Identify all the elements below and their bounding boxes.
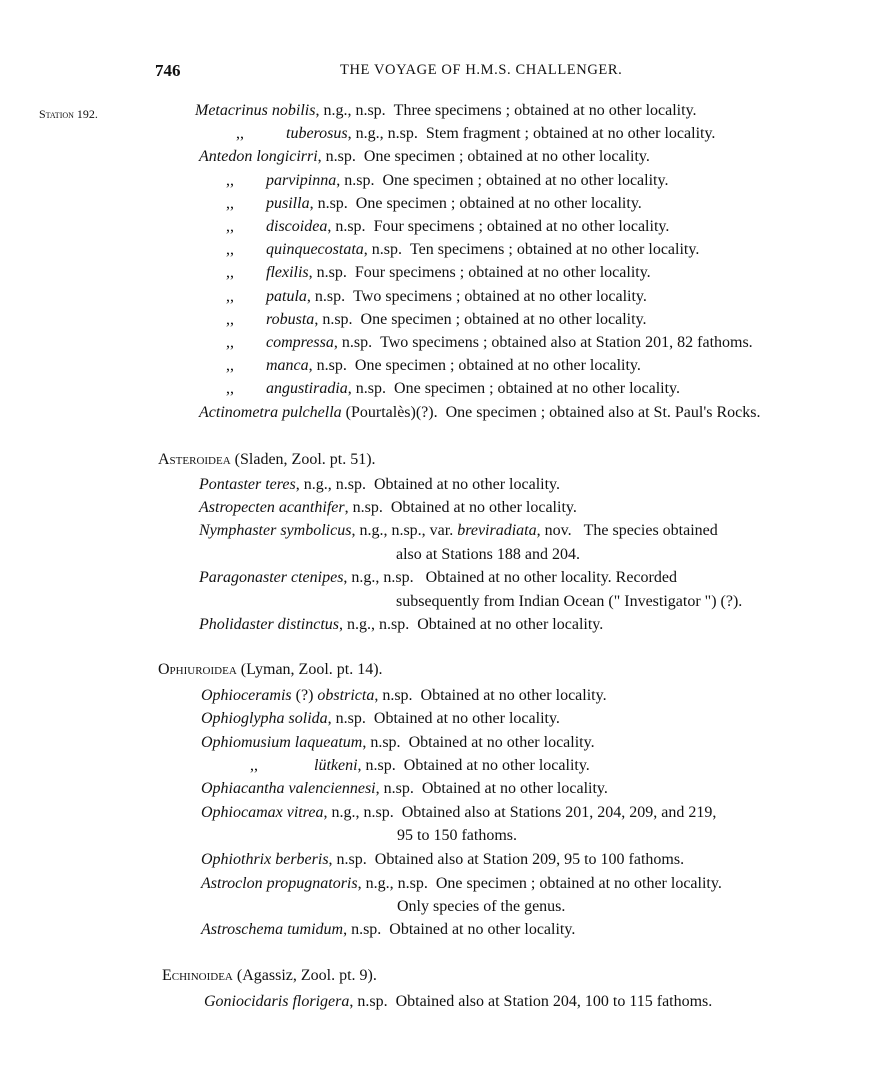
list-item: ,, pusilla, n.sp. One specimen ; obtained at no other locality. xyxy=(226,195,642,212)
list-item: ,, angustiradia, n.sp. One specimen ; obtained at no other locality. xyxy=(226,380,681,397)
list-item: ,, parvipinna, n.sp. One specimen ; obtained at no other locality. xyxy=(226,172,669,189)
list-item: Astropecten acanthifer, n.sp. Obtained at no other locality. xyxy=(199,499,577,516)
list-item: Ophioceramis (?) obstricta, n.sp. Obtained at no other locality. xyxy=(201,687,607,704)
list-item: Ophiomusium laqueatum, n.sp. Obtained at no other locality. xyxy=(201,734,595,751)
list-item: ,, flexilis, n.sp. Four specimens ; obtained at no other locality. xyxy=(226,264,651,281)
list-item: ,, tuberosus, n.g., n.sp. Stem fragment ; obtained at no other locality. xyxy=(236,125,716,142)
list-item: Ophiacantha valenciennesi, n.sp. Obtained at no other locality. xyxy=(201,780,608,797)
list-item: Antedon longicirri, n.sp. One specimen ; obtained at no other locality. xyxy=(199,148,650,165)
list-item: Ophioglypha solida, n.sp. Obtained at no other locality. xyxy=(201,710,560,727)
page-number: 746 xyxy=(155,61,181,80)
list-item: Astroclon propugnatoris, n.g., n.sp. One specimen ; obtained at no other locality. xyxy=(201,875,722,892)
list-item: Ophiothrix berberis, n.sp. Obtained also at Station 209, 95 to 100 fathoms. xyxy=(201,851,685,868)
list-item: ,, robusta, n.sp. One specimen ; obtained at no other locality. xyxy=(226,311,647,328)
list-item: Nymphaster symbolicus, n.g., n.sp., var. breviradiata, nov. The species obtained xyxy=(199,522,718,539)
list-item-continuation: Only species of the genus. xyxy=(397,898,566,915)
list-item: Metacrinus nobilis, n.g., n.sp. Three specimens ; obtained at no other locality. xyxy=(195,102,697,119)
list-item-continuation: subsequently from Indian Ocean (" Investigator ") (?). xyxy=(396,593,743,610)
list-item: Actinometra pulchella (Pourtalès)(?). One specimen ; obtained also at St. Paul's Rocks. xyxy=(199,404,761,421)
list-item: Ophiocamax vitrea, n.g., n.sp. Obtained also at Stations 201, 204, 209, and 219, xyxy=(201,804,717,821)
section-heading: Echinoidea (Agassiz, Zool. pt. 9). xyxy=(162,967,377,984)
section-heading: Ophiuroidea (Lyman, Zool. pt. 14). xyxy=(158,661,383,678)
list-item: ,, discoidea, n.sp. Four specimens ; obtained at no other locality. xyxy=(226,218,670,235)
list-item: Astroschema tumidum, n.sp. Obtained at no other locality. xyxy=(201,921,576,938)
list-item: Pontaster teres, n.g., n.sp. Obtained at no other locality. xyxy=(199,476,560,493)
station-label: Station 192. xyxy=(39,107,98,121)
list-item: Pholidaster distinctus, n.g., n.sp. Obtained at no other locality. xyxy=(199,616,604,633)
list-item-continuation: 95 to 150 fathoms. xyxy=(397,827,517,844)
list-item: ,, compressa, n.sp. Two specimens ; obtained also at Station 201, 82 fathoms. xyxy=(226,334,753,351)
list-item: ,, lütkeni, n.sp. Obtained at no other locality. xyxy=(250,757,590,774)
list-item: Paragonaster ctenipes, n.g., n.sp. Obtained at no other locality. Recorded xyxy=(199,569,677,586)
section-heading: Asteroidea (Sladen, Zool. pt. 51). xyxy=(158,451,376,468)
list-item: ,, manca, n.sp. One specimen ; obtained at no other locality. xyxy=(226,357,641,374)
list-item: Goniocidaris florigera, n.sp. Obtained also at Station 204, 100 to 115 fathoms. xyxy=(204,993,713,1010)
list-item-continuation: also at Stations 188 and 204. xyxy=(396,546,580,563)
list-item: ,, patula, n.sp. Two specimens ; obtained at no other locality. xyxy=(226,288,647,305)
list-item: ,, quinquecostata, n.sp. Ten specimens ; obtained at no other locality. xyxy=(226,241,700,258)
running-title: THE VOYAGE OF H.M.S. CHALLENGER. xyxy=(340,62,623,78)
